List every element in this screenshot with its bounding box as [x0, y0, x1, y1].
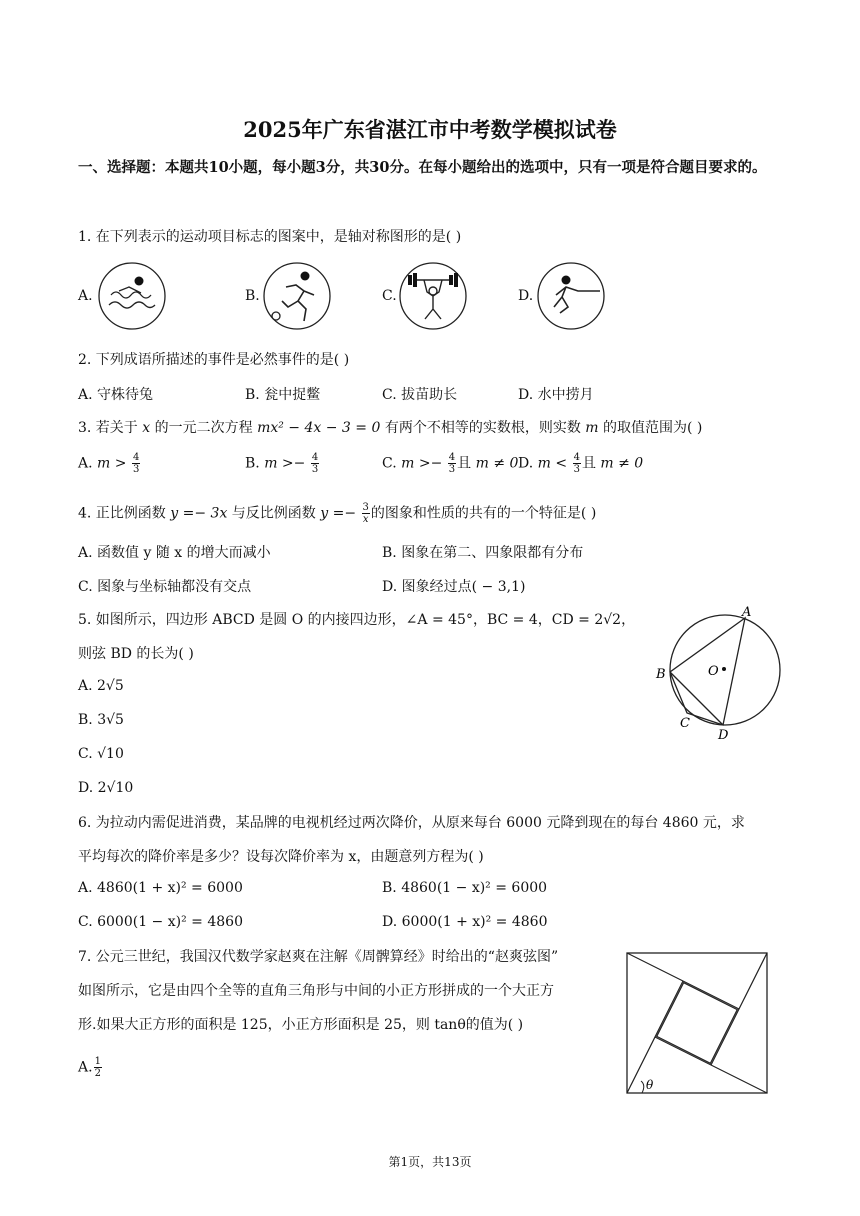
q3-option-c: C. m >− $\frac{4}{3}$ 且 m ≠ 0 — [382, 452, 519, 475]
swimming-icon — [97, 261, 167, 331]
q1-option-a: A. — [78, 288, 93, 304]
question-7-line3: 形.如果大正方形的面积是 125，小正方形面积是 25，则 tanθ的值为( ) — [78, 1017, 524, 1033]
q3-option-a: A. m > $\frac{4}{3}$ — [78, 452, 140, 475]
section-heading: 一、选择题：本题共10小题，每小题3分，共30分。在每小题给出的选项中，只有一项是符合题目要求的。 — [78, 159, 767, 176]
weightlifting-icon — [398, 261, 468, 331]
question-6-line1: 6. 为拉动内需促进消费，某品牌的电视机经过两次降价，从原来每台 6000 元降到现在的每台 4860 元，求 — [78, 815, 745, 831]
q1-option-c: C. — [382, 288, 397, 304]
q3-equation: mx² − 4x − 3 = 0 — [257, 420, 381, 436]
q5-option-a: A. 2√5 — [78, 678, 124, 694]
page-title: 2025年广东省湛江市中考数学模拟试卷 — [243, 117, 617, 142]
q7-option-a: A. $\frac{1}{2}$ — [78, 1056, 101, 1079]
q6-option-a: A. 4860(1 + x)² = 6000 — [78, 880, 243, 896]
point-c-label: C — [680, 716, 690, 731]
q3-option-d: D. m < $\frac{4}{3}$ 且 m ≠ 0 — [518, 452, 644, 475]
q6-option-d: D. 6000(1 + x)² = 4860 — [382, 914, 548, 930]
page-footer: 第1页，共13页 — [388, 1155, 472, 1169]
running-icon — [262, 261, 332, 331]
q6-option-b: B. 4860(1 − x)² = 6000 — [382, 880, 548, 896]
q5-option-d: D. 2√10 — [78, 780, 134, 796]
q4-option-b: B. 图象在第二、四象限都有分布 — [382, 545, 584, 561]
circle-quadrilateral-figure — [650, 603, 790, 743]
zhao-shuang-diagram — [622, 948, 772, 1098]
question-7-line1: 7. 公元三世纪，我国汉代数学家赵爽在注解《周髀算经》时给出的“赵爽弦图” — [78, 949, 559, 965]
question-2-stem: 2. 下列成语所描述的事件是必然事件的是( ) — [78, 352, 350, 368]
q4-option-a: A. 函数值 y 随 x 的增大而减小 — [78, 545, 271, 561]
point-b-label: B — [656, 667, 666, 682]
q2-option-b: B. 瓮中捉鳖 — [245, 387, 321, 403]
question-7-line2: 如图所示，它是由四个全等的直角三角形与中间的小正方形拼成的一个大正方 — [78, 983, 554, 999]
question-5-line1: 5. 如图所示，四边形 ABCD 是圆 O 的内接四边形，∠A = 45°，BC = 4，CD = 2√2， — [78, 612, 636, 628]
q1-option-b: B. — [245, 288, 260, 304]
q5-option-b: B. 3√5 — [78, 712, 124, 728]
q1-option-d: D. — [518, 288, 534, 304]
sprint-start-icon — [536, 261, 606, 331]
q6-option-c: C. 6000(1 − x)² = 4860 — [78, 914, 243, 930]
q5-option-c: C. √10 — [78, 746, 124, 762]
center-o-label: O — [708, 664, 719, 679]
point-d-label: D — [718, 728, 729, 743]
point-a-label: A — [742, 605, 752, 620]
question-6-line2: 平均每次的降价率是多少？设每次降价率为 x，由题意列方程为( ) — [78, 849, 484, 865]
question-5-line2: 则弦 BD 的长为( ) — [78, 646, 194, 662]
q2-option-d: D. 水中捞月 — [518, 387, 594, 403]
theta-label: θ — [646, 1078, 654, 1092]
q2-option-a: A. 守株待兔 — [78, 387, 154, 403]
question-1-stem: 1. 在下列表示的运动项目标志的图案中，是轴对称图形的是( ) — [78, 229, 462, 245]
q4-option-d: D. 图象经过点( − 3,1) — [382, 579, 526, 595]
question-3-stem: 3. 若关于 x 的一元二次方程 mx² − 4x − 3 = 0 有两个不相等的实数根，则实数 m 的取值范围为( ) — [78, 420, 703, 436]
question-4-stem: 4. 正比例函数 y =− 3x 与反比例函数 y =− $\frac{3}{x}$ 的图象和性质的共有的一个特征是( ) — [78, 502, 597, 525]
q2-option-c: C. 拔苗助长 — [382, 387, 458, 403]
q3-option-b: B. m >− $\frac{4}{3}$ — [245, 452, 319, 475]
q4-option-c: C. 图象与坐标轴都没有交点 — [78, 579, 252, 595]
